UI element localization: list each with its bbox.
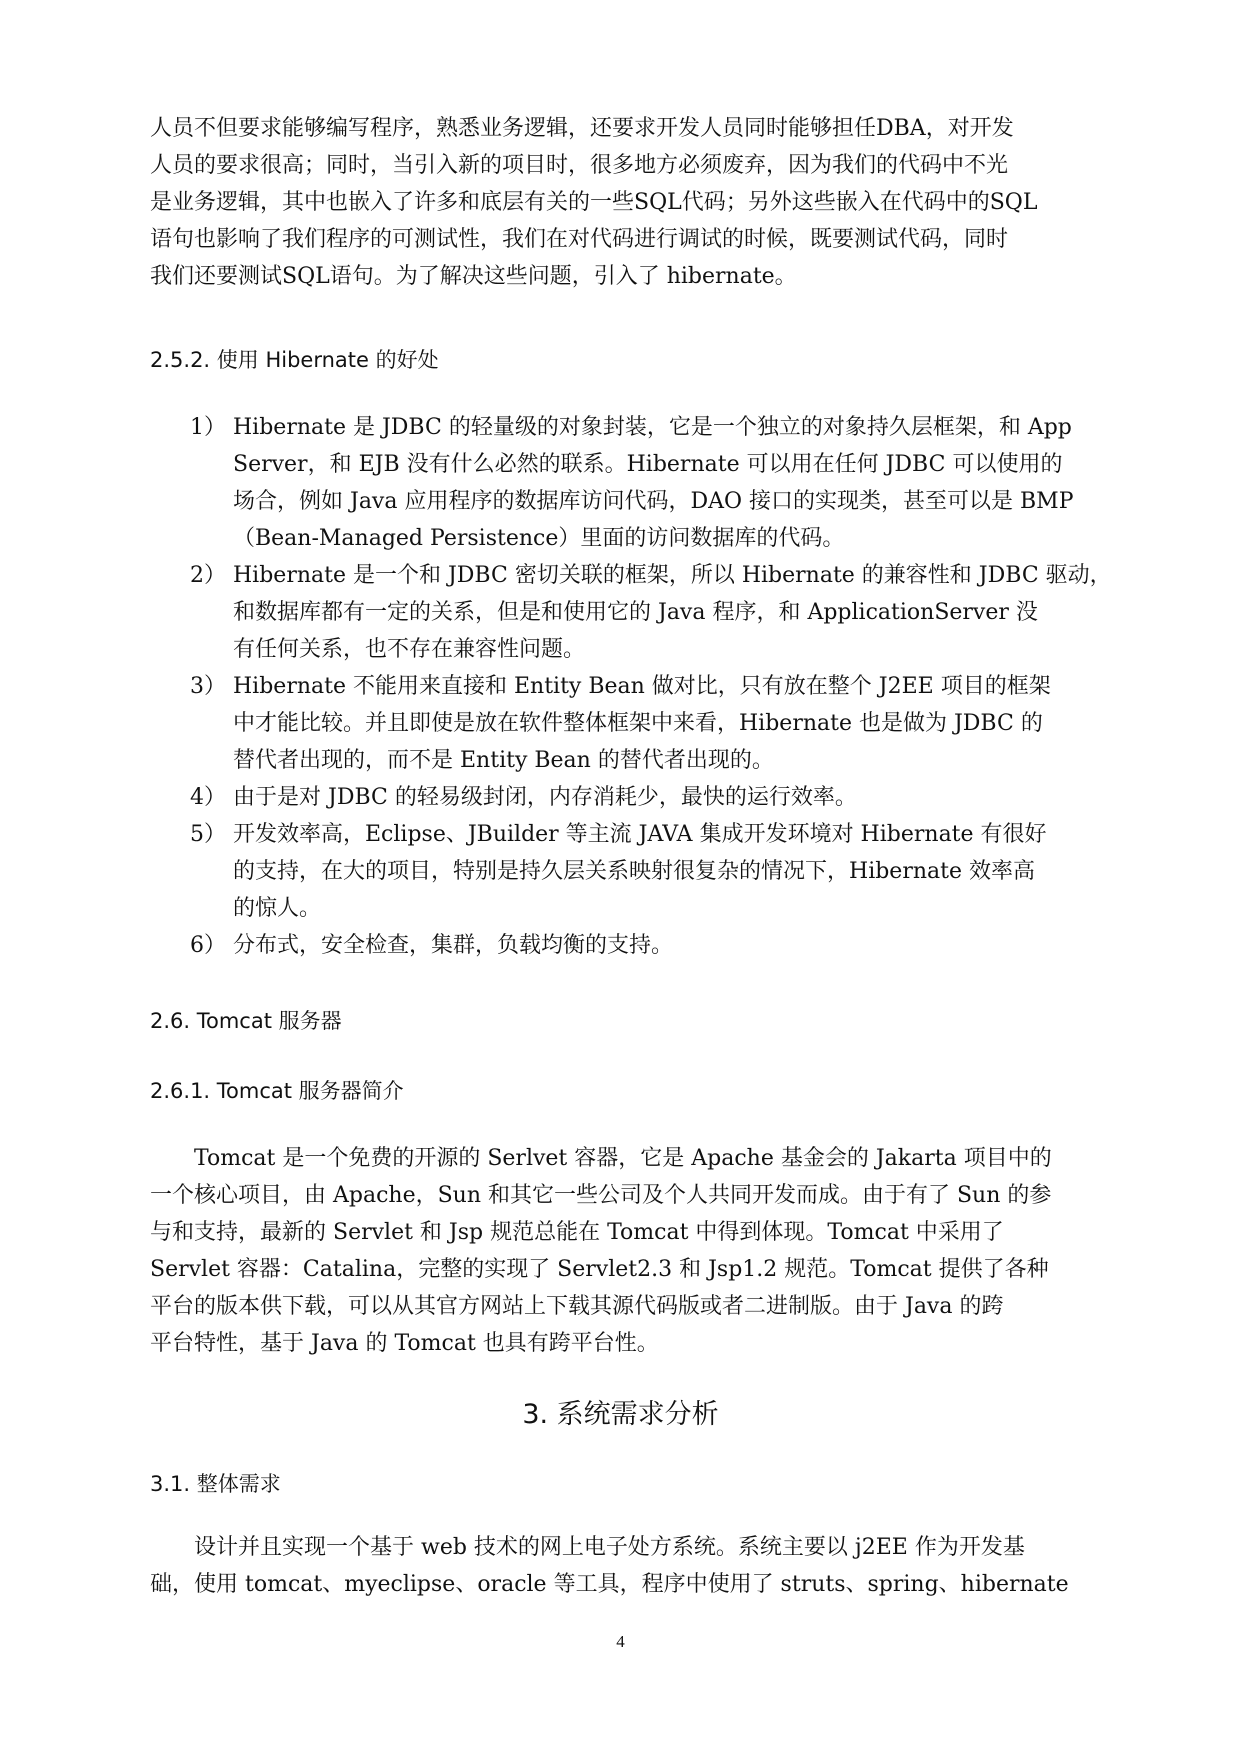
- text-line: 一个核心项目，由 Apache，Sun 和其它一些公司及个人共同开发而成。由于有了 Sun 的参: [150, 1183, 1052, 1208]
- text-line: 础，使用 tomcat、myeclipse、oracle 等工具，程序中使用了 struts、spring、hibernate: [150, 1572, 1069, 1597]
- section-heading-3-1: 3.1. 整体需求: [150, 1472, 281, 1496]
- list-item: [190, 779, 1115, 816]
- text-line: 语句也影响了我们程序的可测试性，我们在对代码进行调试的时候，既要测试代码，同时: [150, 227, 1009, 252]
- text-line: 分布式，安全检查，集群，负载均衡的支持。: [233, 933, 674, 958]
- section-heading-2-6: 2.6. Tomcat 服务器: [150, 1009, 342, 1033]
- text-line: 人员不但要求能够编写程序，熟悉业务逻辑，还要求开发人员同时能够担任DBA，对开发: [150, 116, 1014, 141]
- list-number: 5）: [190, 822, 226, 847]
- text-line: 我们还要测试SQL语句。为了解决这些问题，引入了 hibernate。: [150, 264, 797, 289]
- tomcat-paragraph: [150, 1140, 1114, 1362]
- text-line: 场合，例如 Java 应用程序的数据库访问代码，DAO 接口的实现类，甚至可以是 BMP: [233, 489, 1074, 514]
- text-line: 设计并且实现一个基于 web 技术的网上电子处方系统。系统主要以 j2EE 作为开发基: [194, 1535, 1025, 1560]
- text-line: 平台的版本供下载，可以从其官方网站上下载其源代码版或者二进制版。由于 Java 的跨: [150, 1294, 1004, 1319]
- list-number: 6）: [190, 933, 226, 958]
- text-line: 有任何关系，也不存在兼容性问题。: [233, 637, 586, 662]
- intro-paragraph: [150, 110, 1114, 295]
- text-line: 和数据库都有一定的关系，但是和使用它的 Java 程序，和 ApplicationServer 没: [233, 600, 1038, 625]
- list-item: [190, 816, 1115, 927]
- text-line: Hibernate 是 JDBC 的轻量级的对象封装，它是一个独立的对象持久层框架，和 App: [233, 415, 1072, 440]
- requirements-paragraph: [150, 1529, 1114, 1603]
- list-number: 1）: [190, 415, 226, 440]
- chapter-heading-3: 3. 系统需求分析: [522, 1399, 719, 1430]
- text-line: Hibernate 不能用来直接和 Entity Bean 做对比，只有放在整个 J2EE 项目的框架: [233, 674, 1051, 699]
- text-line: 人员的要求很高；同时，当引入新的项目时，很多地方必须废弃，因为我们的代码中不光: [150, 153, 1009, 178]
- text-line: 是业务逻辑，其中也嵌入了许多和底层有关的一些SQL代码；另外这些嵌入在代码中的SQL: [150, 190, 1038, 215]
- text-line: 的支持，在大的项目，特别是持久层关系映射很复杂的情况下，Hibernate 效率高: [233, 859, 1035, 884]
- text-line: 替代者出现的，而不是 Entity Bean 的替代者出现的。: [233, 748, 774, 773]
- list-number: 2）: [190, 563, 226, 588]
- text-line: 由于是对 JDBC 的轻易级封闭，内存消耗少，最快的运行效率。: [233, 785, 857, 810]
- text-line: Tomcat 是一个免费的开源的 Serlvet 容器，它是 Apache 基金会的 Jakarta 项目中的: [194, 1146, 1052, 1171]
- text-line: Server，和 EJB 没有什么必然的联系。Hibernate 可以用在任何 JDBC 可以使用的: [233, 452, 1063, 477]
- section-heading-2-5-2: 2.5.2. 使用 Hibernate 的好处: [150, 348, 439, 372]
- list-number: 3）: [190, 674, 226, 699]
- text-line: 开发效率高，Eclipse、JBuilder 等主流 JAVA 集成开发环境对 Hibernate 有很好: [233, 822, 1047, 847]
- list-item: [190, 409, 1115, 557]
- list-item: [190, 927, 1115, 964]
- text-line: （Bean-Managed Persistence）里面的访问数据库的代码。: [233, 526, 845, 551]
- text-line: Hibernate 是一个和 JDBC 密切关联的框架，所以 Hibernate 的兼容性和 JDBC 驱动，: [233, 563, 1112, 588]
- list-item: [190, 557, 1115, 668]
- list-item: [190, 668, 1115, 779]
- text-line: 的惊人。: [233, 896, 322, 921]
- page-number: 4: [616, 1632, 625, 1651]
- text-line: Servlet 容器：Catalina，完整的实现了 Servlet2.3 和 Jsp1.2 规范。Tomcat 提供了各种: [150, 1257, 1049, 1282]
- text-line: 平台特性，基于 Java 的 Tomcat 也具有跨平台性。: [150, 1331, 659, 1356]
- section-heading-2-6-1: 2.6.1. Tomcat 服务器简介: [150, 1079, 404, 1103]
- text-line: 中才能比较。并且即使是放在软件整体框架中来看，Hibernate 也是做为 JDBC 的: [233, 711, 1043, 736]
- list-number: 4）: [190, 785, 226, 810]
- text-line: 与和支持，最新的 Servlet 和 Jsp 规范总能在 Tomcat 中得到体现。Tomcat 中采用了: [150, 1220, 1004, 1245]
